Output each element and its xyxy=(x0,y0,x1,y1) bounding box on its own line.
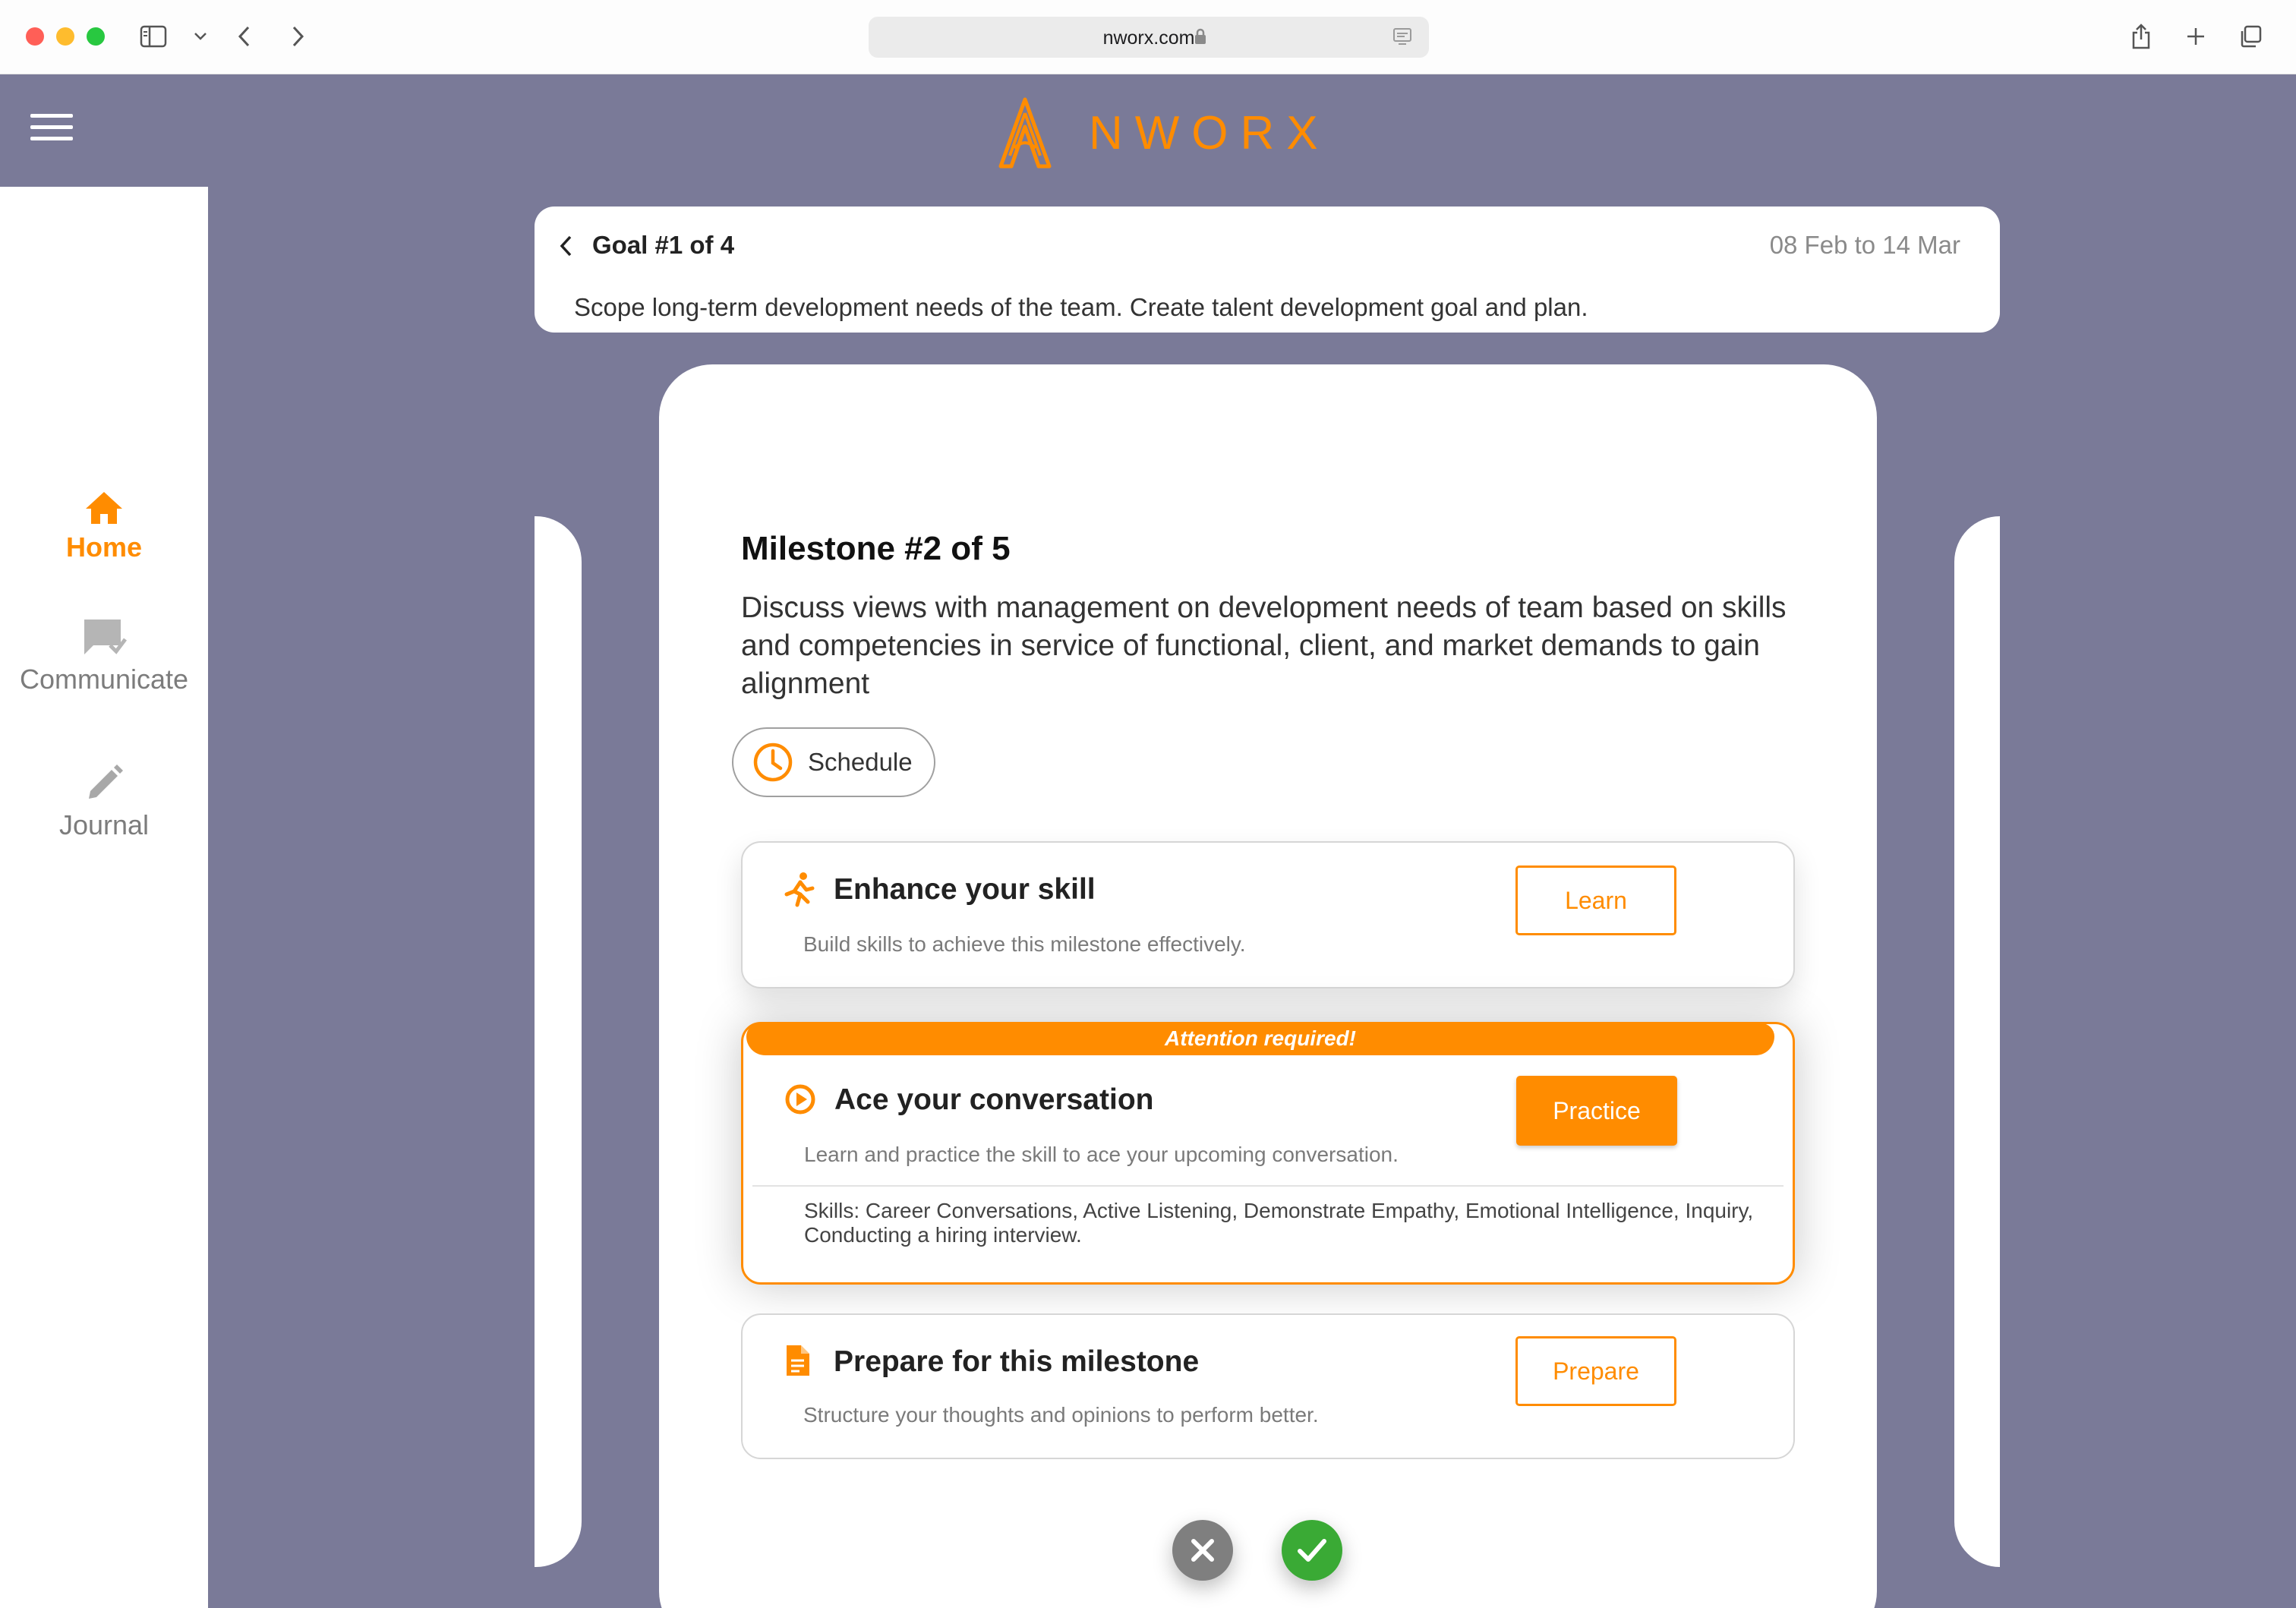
sidebar xyxy=(0,187,208,1608)
lock-icon xyxy=(1194,27,1207,49)
sidebar-item-label: Communicate xyxy=(19,664,189,695)
milestone-card xyxy=(659,364,1877,1608)
back-arrow-icon[interactable] xyxy=(229,21,260,52)
browser-toolbar xyxy=(0,0,2296,74)
back-chevron-icon[interactable] xyxy=(557,234,576,262)
play-circle-icon xyxy=(784,1083,816,1119)
tab-overview-icon[interactable] xyxy=(2235,21,2266,52)
task-subtitle: Build skills to achieve this milestone effectively. xyxy=(803,932,1246,956)
chat-check-icon xyxy=(81,616,127,659)
chevron-down-icon[interactable] xyxy=(185,21,216,52)
document-icon xyxy=(784,1344,811,1381)
clock-icon xyxy=(752,741,794,784)
milestone-actions xyxy=(1172,1512,1382,1603)
url-text: nworx.com xyxy=(1102,27,1195,49)
task-card-enhance-skill xyxy=(741,841,1795,988)
task-title: Ace your conversation xyxy=(834,1083,1154,1116)
sidebar-item-home[interactable] xyxy=(0,489,208,563)
minimize-window-button[interactable] xyxy=(56,27,74,46)
running-person-icon xyxy=(784,872,815,912)
checkmark-icon[interactable] xyxy=(1282,1520,1342,1581)
forward-arrow-icon[interactable] xyxy=(282,21,313,52)
sidebar-item-communicate[interactable] xyxy=(0,616,208,695)
goal-description: Scope long-term development needs of the team. Create talent development goal and plan. xyxy=(574,293,1588,321)
previous-milestone-card[interactable] xyxy=(535,516,582,1567)
close-window-button[interactable] xyxy=(26,27,44,46)
next-milestone-card[interactable] xyxy=(1954,516,2000,1567)
sidebar-item-journal[interactable] xyxy=(0,762,208,841)
learn-button[interactable]: Learn xyxy=(1515,865,1676,935)
task-title: Enhance your skill xyxy=(834,873,1096,906)
goal-date-range: 08 Feb to 14 Mar xyxy=(1769,231,1960,259)
zoom-window-button[interactable] xyxy=(87,27,105,46)
brand-name: NWORX xyxy=(1089,106,1330,159)
task-title: Prepare for this milestone xyxy=(834,1345,1200,1378)
share-icon[interactable] xyxy=(2126,21,2156,52)
address-bar[interactable] xyxy=(869,17,1429,58)
task-subtitle: Learn and practice the skill to ace your upcoming conversation. xyxy=(804,1143,1399,1166)
new-tab-icon[interactable] xyxy=(2181,21,2211,52)
sidebar-toggle-icon[interactable] xyxy=(138,21,169,52)
sidebar-item-label: Home xyxy=(65,531,143,563)
prepare-button[interactable]: Prepare xyxy=(1515,1336,1676,1406)
brand-logo xyxy=(995,91,1330,175)
task-card-ace-conversation xyxy=(741,1022,1795,1285)
milestone-title: Milestone #2 of 5 xyxy=(741,530,1011,567)
schedule-label: Schedule xyxy=(808,748,913,776)
home-icon xyxy=(83,489,125,527)
practice-button[interactable]: Practice xyxy=(1516,1076,1677,1146)
pencil-icon xyxy=(83,762,125,805)
skills-list: Skills: Career Conversations, Active Listening, Demonstrate Empathy, Emotional Intelligence, Inquiry, Conducting a hiring interview. xyxy=(804,1199,1754,1247)
app-container xyxy=(0,74,2296,1608)
divider xyxy=(752,1185,1784,1187)
sidebar-item-label: Journal xyxy=(58,809,150,840)
nworx-logo-icon xyxy=(995,95,1055,171)
goal-title: Goal #1 of 4 xyxy=(592,231,735,259)
milestone-description: Discuss views with management on development needs of team based on skills and competencies in service of functional, client, and market demands to gain alignment xyxy=(741,591,1787,700)
close-icon[interactable] xyxy=(1172,1520,1233,1581)
task-card-prepare xyxy=(741,1313,1795,1459)
attention-banner: Attention required! xyxy=(746,1023,1774,1055)
schedule-button[interactable] xyxy=(732,727,935,797)
hamburger-menu-icon[interactable] xyxy=(30,114,73,144)
task-subtitle: Structure your thoughts and opinions to perform better. xyxy=(803,1403,1319,1427)
reader-icon[interactable] xyxy=(1392,27,1412,49)
goal-header-card xyxy=(535,207,2000,333)
